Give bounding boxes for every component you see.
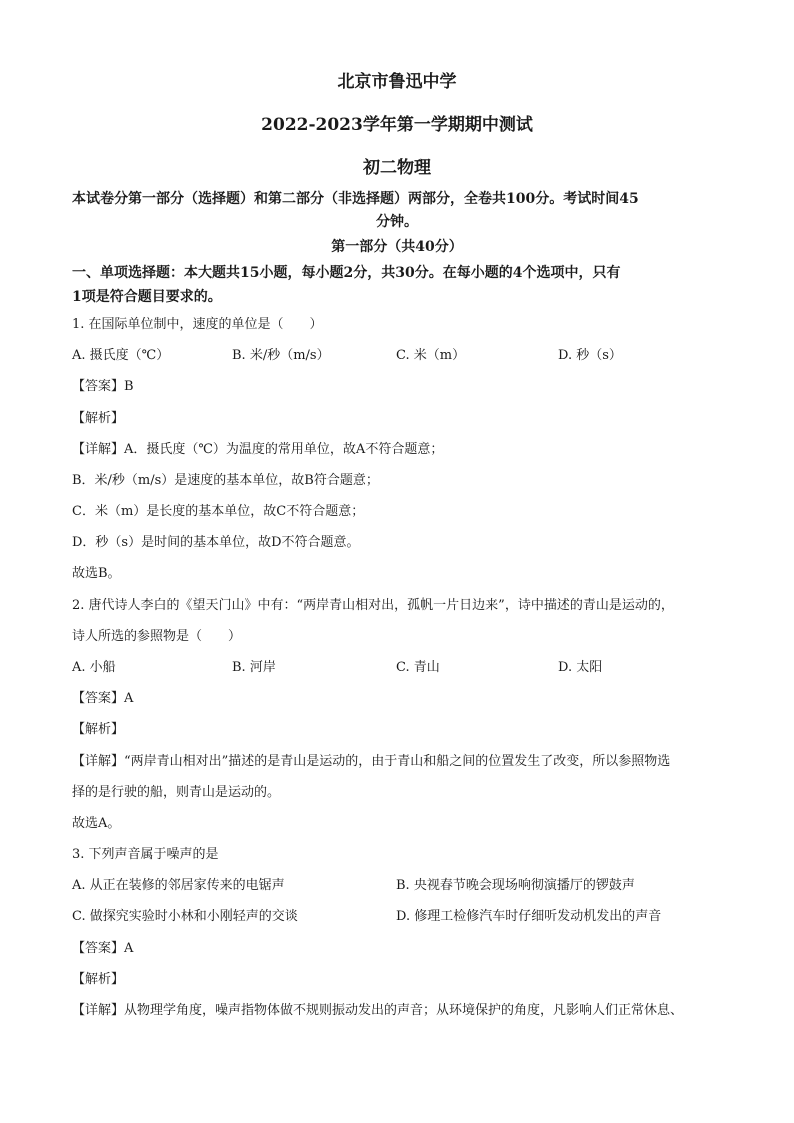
exam-title: 2022-2023学年第一学期期中测试 bbox=[261, 115, 533, 135]
intro-line-2: 分钟。 bbox=[376, 214, 418, 230]
q1-option-c: C. 米（m） bbox=[396, 348, 466, 363]
q1-conclusion: 故选B。 bbox=[72, 566, 121, 581]
q3-detail-1: 【详解】从物理学角度，噪声指物体做不规则振动发出的声音；从环境保护的角度，凡影响人们正常休息、 bbox=[72, 1003, 684, 1018]
q2-analysis: 【解析】 bbox=[72, 722, 125, 737]
q2-stem-2: 诗人所选的参照物是（ ） bbox=[72, 629, 242, 644]
q1-option-d: D. 秒（s） bbox=[558, 348, 622, 363]
school-name: 北京市鲁迅中学 bbox=[337, 72, 457, 92]
q1-answer: 【答案】B bbox=[72, 379, 134, 394]
q2-answer: 【答案】A bbox=[72, 691, 134, 706]
q3-option-b: B. 央视春节晚会现场响彻演播厅的锣鼓声 bbox=[396, 878, 635, 893]
q2-option-c: C. 青山 bbox=[396, 660, 440, 675]
q2-conclusion: 故选A。 bbox=[72, 816, 121, 831]
q3-option-d: D. 修理工检修汽车时仔细听发动机发出的声音 bbox=[396, 909, 662, 924]
q1-detail-1: 【详解】A．摄氏度（℃）为温度的常用单位，故A不符合题意； bbox=[72, 442, 444, 457]
q1-option-b: B. 米/秒（m/s） bbox=[232, 348, 330, 363]
q1-detail-2: B．米/秒（m/s）是速度的基本单位，故B符合题意； bbox=[72, 473, 379, 488]
q3-option-a: A. 从正在装修的邻居家传来的电锯声 bbox=[72, 878, 285, 893]
q3-option-c: C. 做探究实验时小林和小刚轻声的交谈 bbox=[72, 909, 298, 924]
q2-option-b: B. 河岸 bbox=[232, 660, 276, 675]
q2-detail-2: 择的是行驶的船，则青山是运动的。 bbox=[72, 785, 281, 800]
part1-title: 第一部分（共40分） bbox=[331, 239, 463, 255]
q2-detail-1: 【详解】“两岸青山相对出”描述的是青山是运动的，由于青山和船之间的位置发生了改变，所以参照物选 bbox=[72, 754, 671, 769]
subject-title: 初二物理 bbox=[363, 158, 431, 178]
q3-answer: 【答案】A bbox=[72, 941, 134, 956]
q3-stem: 3. 下列声音属于噪声的是 bbox=[72, 847, 219, 862]
intro-line-1: 本试卷分第一部分（选择题）和第二部分（非选择题）两部分，全卷共100分。考试时间45 bbox=[72, 191, 639, 207]
q1-detail-4: D．秒（s）是时间的基本单位，故D不符合题意。 bbox=[72, 535, 360, 550]
q1-option-a: A. 摄氏度（℃） bbox=[72, 348, 170, 363]
q1-analysis: 【解析】 bbox=[72, 411, 125, 426]
q1-stem: 1. 在国际单位制中，速度的单位是（ ） bbox=[72, 317, 323, 332]
q2-option-d: D. 太阳 bbox=[558, 660, 603, 675]
section1-line-2: 1项是符合题目要求的。 bbox=[72, 289, 222, 305]
section1-line-1: 一、单项选择题：本大题共15小题，每小题2分，共30分。在每小题的4个选项中，只有 bbox=[72, 265, 621, 281]
q1-detail-3: C．米（m）是长度的基本单位，故C不符合题意； bbox=[72, 504, 365, 519]
q2-option-a: A. 小船 bbox=[72, 660, 116, 675]
q2-stem-1: 2. 唐代诗人李白的《望天门山》中有：“两岸青山相对出，孤帆一片日边来”，诗中描述的青山是运动的， bbox=[72, 598, 674, 613]
q3-analysis: 【解析】 bbox=[72, 972, 125, 987]
